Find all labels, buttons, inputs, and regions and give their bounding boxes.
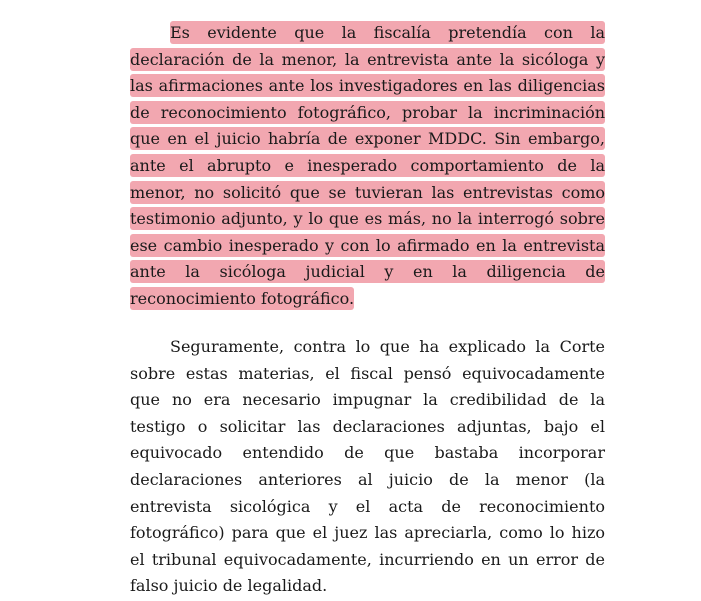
highlighted-text: Es evidente que la fiscalía pretendía con la declaración de la menor, la entrevista ante la sicóloga y las afirmaciones ante los investigadores en las diligencias de reconocimiento fotográfico, probar la incriminación que en el juicio habría de exponer MDDC. Sin embargo, ante el abrupto e inesperado comportamiento de la menor, no solicitó que se tuvieran las entrevistas como testimonio adjunto, y lo que es más, no la interrogó sobre ese cambio inesperado y con lo afirmado en la entrevista ante la sicóloga judicial y en la diligencia de reconocimiento fotográfico. <box>130 23 605 308</box>
paragraph-highlighted <box>130 20 605 313</box>
paragraph-plain: Seguramente, contra lo que ha explicado la Corte sobre estas materias, el fiscal pensó equivocadamente que no era necesario impugnar la credibilidad de la testigo o solicitar las declaraciones adjuntas, bajo el equivocado entendido de que bastaba incorporar declaraciones anteriores al juicio de la menor (la entrevista sicológica y el acta de reconocimiento fotográfico) para que el juez las apreciarla, como lo hizo el tribunal equivocadamente, incurriendo en un error de falso juicio de legalidad. <box>130 337 605 596</box>
